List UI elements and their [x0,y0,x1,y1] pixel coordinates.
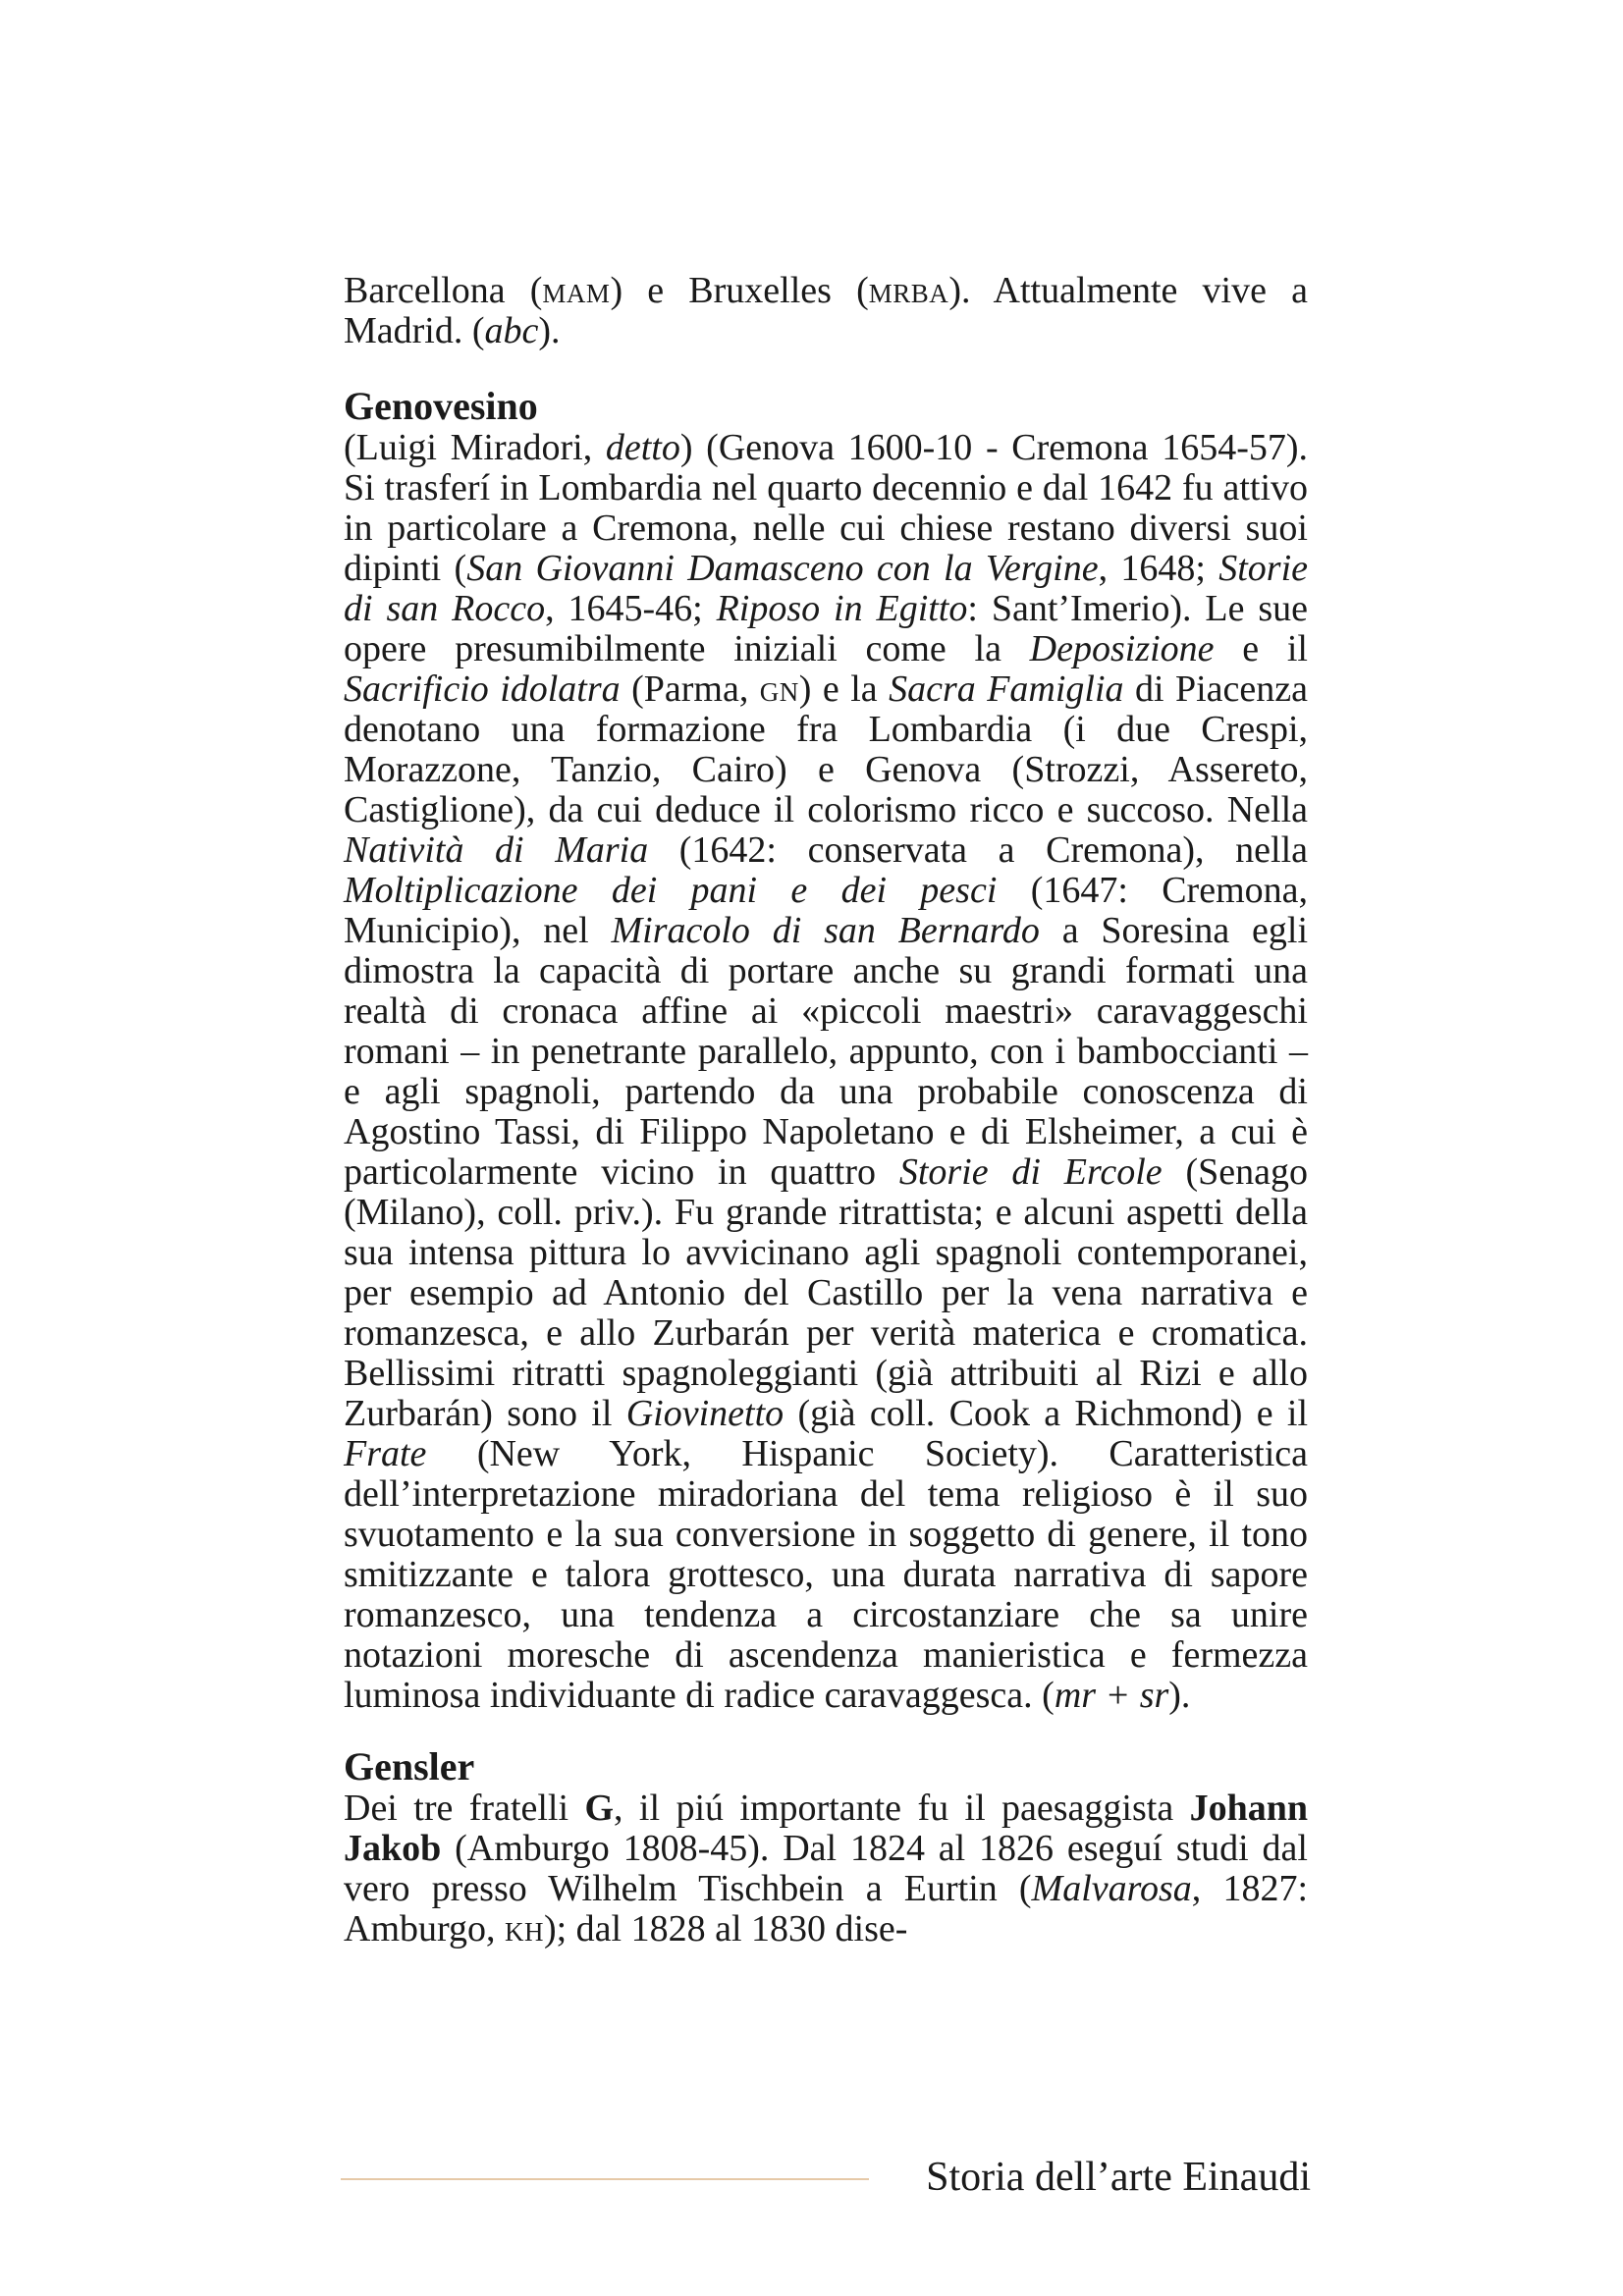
abbrev-mrba: mrba [868,270,949,311]
entry-body-genovesino: (Luigi Miradori, detto) (Genova 1600-10 - Cremona 1654-57). Si trasferí in Lombardia nel quarto decennio e dal 1642 fu attivo in particolare a Cremona, nelle cui chiese restano diversi suoi dipinti (San Giovanni Damasceno con la Vergine, 1648; Storie di san Rocco, 1645-46; Riposo in Egitto: Sant’Imerio). Le sue opere presumibilmente iniziali come la Deposizione e il Sacrificio idolatra (Parma, gn) e la Sacra Famiglia di Piacenza denotano una formazione fra Lombardia (i due Crespi, Morazzone, Tanzio, Cairo) e Genova (Strozzi, Assereto, Castiglione), da cui deduce il colorismo ricco e succoso. Nella Natività di Maria (1642: conservata a Cremona), nella Moltiplicazione dei pani e dei pesci (1647: Cremona, Municipio), nel Miracolo di san Bernardo a Soresina egli dimostra la capacità di portare anche su grandi formati una realtà di cronaca affine ai «piccoli maestri» caravaggeschi romani – in penetrante parallelo, appunto, con i bamboccianti – e agli spagnoli, partendo da una probabile conoscenza di Agostino Tassi, di Filippo Napoletano e di Elsheimer, a cui è particolarmente vicino in quattro Storie di Ercole (Senago (Milano), coll. priv.). Fu grande ritrattista; e alcuni aspetti della sua intensa pittura lo avvicinano agli spagnoli contemporanei, per esempio ad Antonio del Castillo per la vena narrativa e romanzesca, e allo Zurbarán per verità materica e cromatica. Bellissimi ritratti spagnoleggianti (già attribuiti al Rizi e allo Zurbarán) sono il Giovinetto (già coll. Cook a Richmond) e il Frate (New York, Hispanic Society). Caratteristica dell’interpretazione miradoriana del tema religioso è il suo svuotamento e la sua conversione in soggetto di genere, il tono smitizzante e talora grottesco, una durata narrativa di sapore romanzesco, una tendenza a circostanziare che sa unire notazioni moresche di ascendenza manieristica e fermezza luminosa individuante di radice caravaggesca. (mr + sr). [344,427,1309,1716]
footer-rule [341,2178,869,2180]
entry-heading-gensler: Gensler [344,1744,475,1789]
continuation-paragraph [344,271,1308,351]
page-body [344,271,1308,1949]
entry-body-gensler: Dei tre fratelli G, il piú importante fu il paesaggista Johann Jakob (Amburgo 1808-45). Dal 1824 al 1826 eseguí studi dal vero presso Wilhelm Tischbein a Eurtin (Malvarosa, 1827: Amburgo, kh); dal 1828 al 1830 dise- [344,1788,1309,1949]
author-initials: abc [484,310,539,351]
entry-heading-genovesino: Genovesino [344,384,538,428]
abbrev-mam: mam [542,270,611,311]
text-run: Barcellona ( [344,270,543,311]
text-run: ). [538,310,561,351]
footer-title: Storia dell’arte Einaudi [926,2155,1311,2200]
text-run: ). Attualmente vive a Madrid. ( [344,270,1309,351]
text-run: ) e Bruxelles ( [610,270,869,311]
